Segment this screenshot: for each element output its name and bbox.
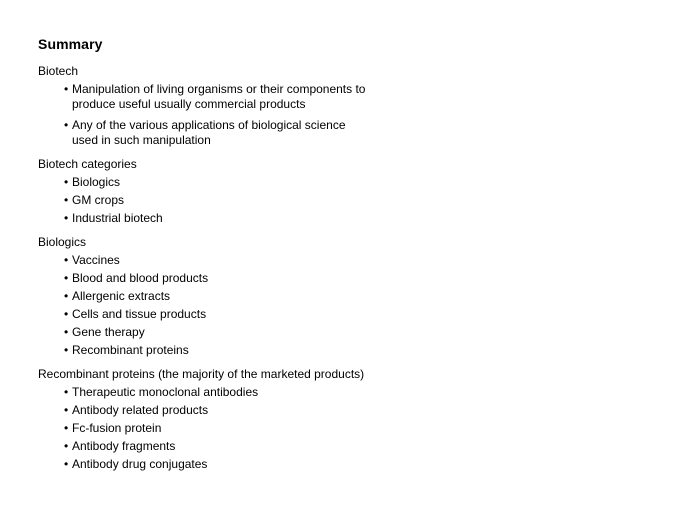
page-title: Summary xyxy=(38,36,103,52)
bullet-icon: • xyxy=(64,175,69,189)
list-item-text: Biologics xyxy=(72,175,121,189)
summary-content xyxy=(38,64,658,481)
section-heading: Recombinant proteins (the majority of the marketed products) xyxy=(38,367,365,381)
list-item xyxy=(64,307,372,322)
bullet-list xyxy=(38,253,658,358)
list-item xyxy=(64,385,372,400)
bullet-icon: • xyxy=(64,385,69,399)
list-item-text: Vaccines xyxy=(72,253,120,267)
list-item xyxy=(64,193,372,208)
list-item xyxy=(64,343,372,358)
list-item xyxy=(64,175,372,190)
bullet-icon: • xyxy=(64,457,69,471)
list-item xyxy=(64,82,372,112)
list-item-text: Recombinant proteins xyxy=(72,343,189,357)
bullet-icon: • xyxy=(64,211,69,225)
list-item xyxy=(64,118,372,148)
list-item-text: Antibody related products xyxy=(72,403,209,417)
list-item-text: Gene therapy xyxy=(72,325,145,339)
list-item-text: Antibody fragments xyxy=(72,439,176,453)
bullet-icon: • xyxy=(64,193,69,207)
bullet-icon: • xyxy=(64,403,69,417)
list-item-text: GM crops xyxy=(72,193,125,207)
bullet-icon: • xyxy=(64,421,69,435)
bullet-icon: • xyxy=(64,271,69,285)
bullet-icon: • xyxy=(64,253,69,267)
list-item xyxy=(64,211,372,226)
bullet-list xyxy=(38,175,658,226)
bullet-icon: • xyxy=(64,343,69,357)
list-item-text: Any of the various applications of biological science used in such manipulation xyxy=(72,118,346,147)
list-item-text: Industrial biotech xyxy=(72,211,163,225)
bullet-icon: • xyxy=(64,82,69,96)
list-item xyxy=(64,253,372,268)
bullet-icon: • xyxy=(64,439,69,453)
section-heading: Biotech xyxy=(38,64,79,78)
section-heading: Biotech categories xyxy=(38,157,137,171)
list-item xyxy=(64,289,372,304)
bullet-list xyxy=(38,82,658,148)
section-heading: Biologics xyxy=(38,235,87,249)
bullet-list xyxy=(38,385,658,472)
list-item xyxy=(64,457,372,472)
list-item-text: Allergenic extracts xyxy=(72,289,171,303)
bullet-icon: • xyxy=(64,118,69,132)
bullet-icon: • xyxy=(64,307,69,321)
list-item xyxy=(64,325,372,340)
list-item-text: Blood and blood products xyxy=(72,271,209,285)
list-item xyxy=(64,271,372,286)
list-item-text: Antibody drug conjugates xyxy=(72,457,208,471)
list-item-text: Therapeutic monoclonal antibodies xyxy=(72,385,259,399)
list-item xyxy=(64,403,372,418)
section-biotech xyxy=(38,64,658,148)
list-item-text: Fc-fusion protein xyxy=(72,421,162,435)
list-item-text: Manipulation of living organisms or their components to produce useful usually commercial products xyxy=(72,82,366,111)
section-recombinant-proteins xyxy=(38,367,658,472)
bullet-icon: • xyxy=(64,289,69,303)
section-biologics xyxy=(38,235,658,358)
list-item xyxy=(64,421,372,436)
list-item xyxy=(64,439,372,454)
bullet-icon: • xyxy=(64,325,69,339)
section-biotech-categories xyxy=(38,157,658,226)
list-item-text: Cells and tissue products xyxy=(72,307,207,321)
